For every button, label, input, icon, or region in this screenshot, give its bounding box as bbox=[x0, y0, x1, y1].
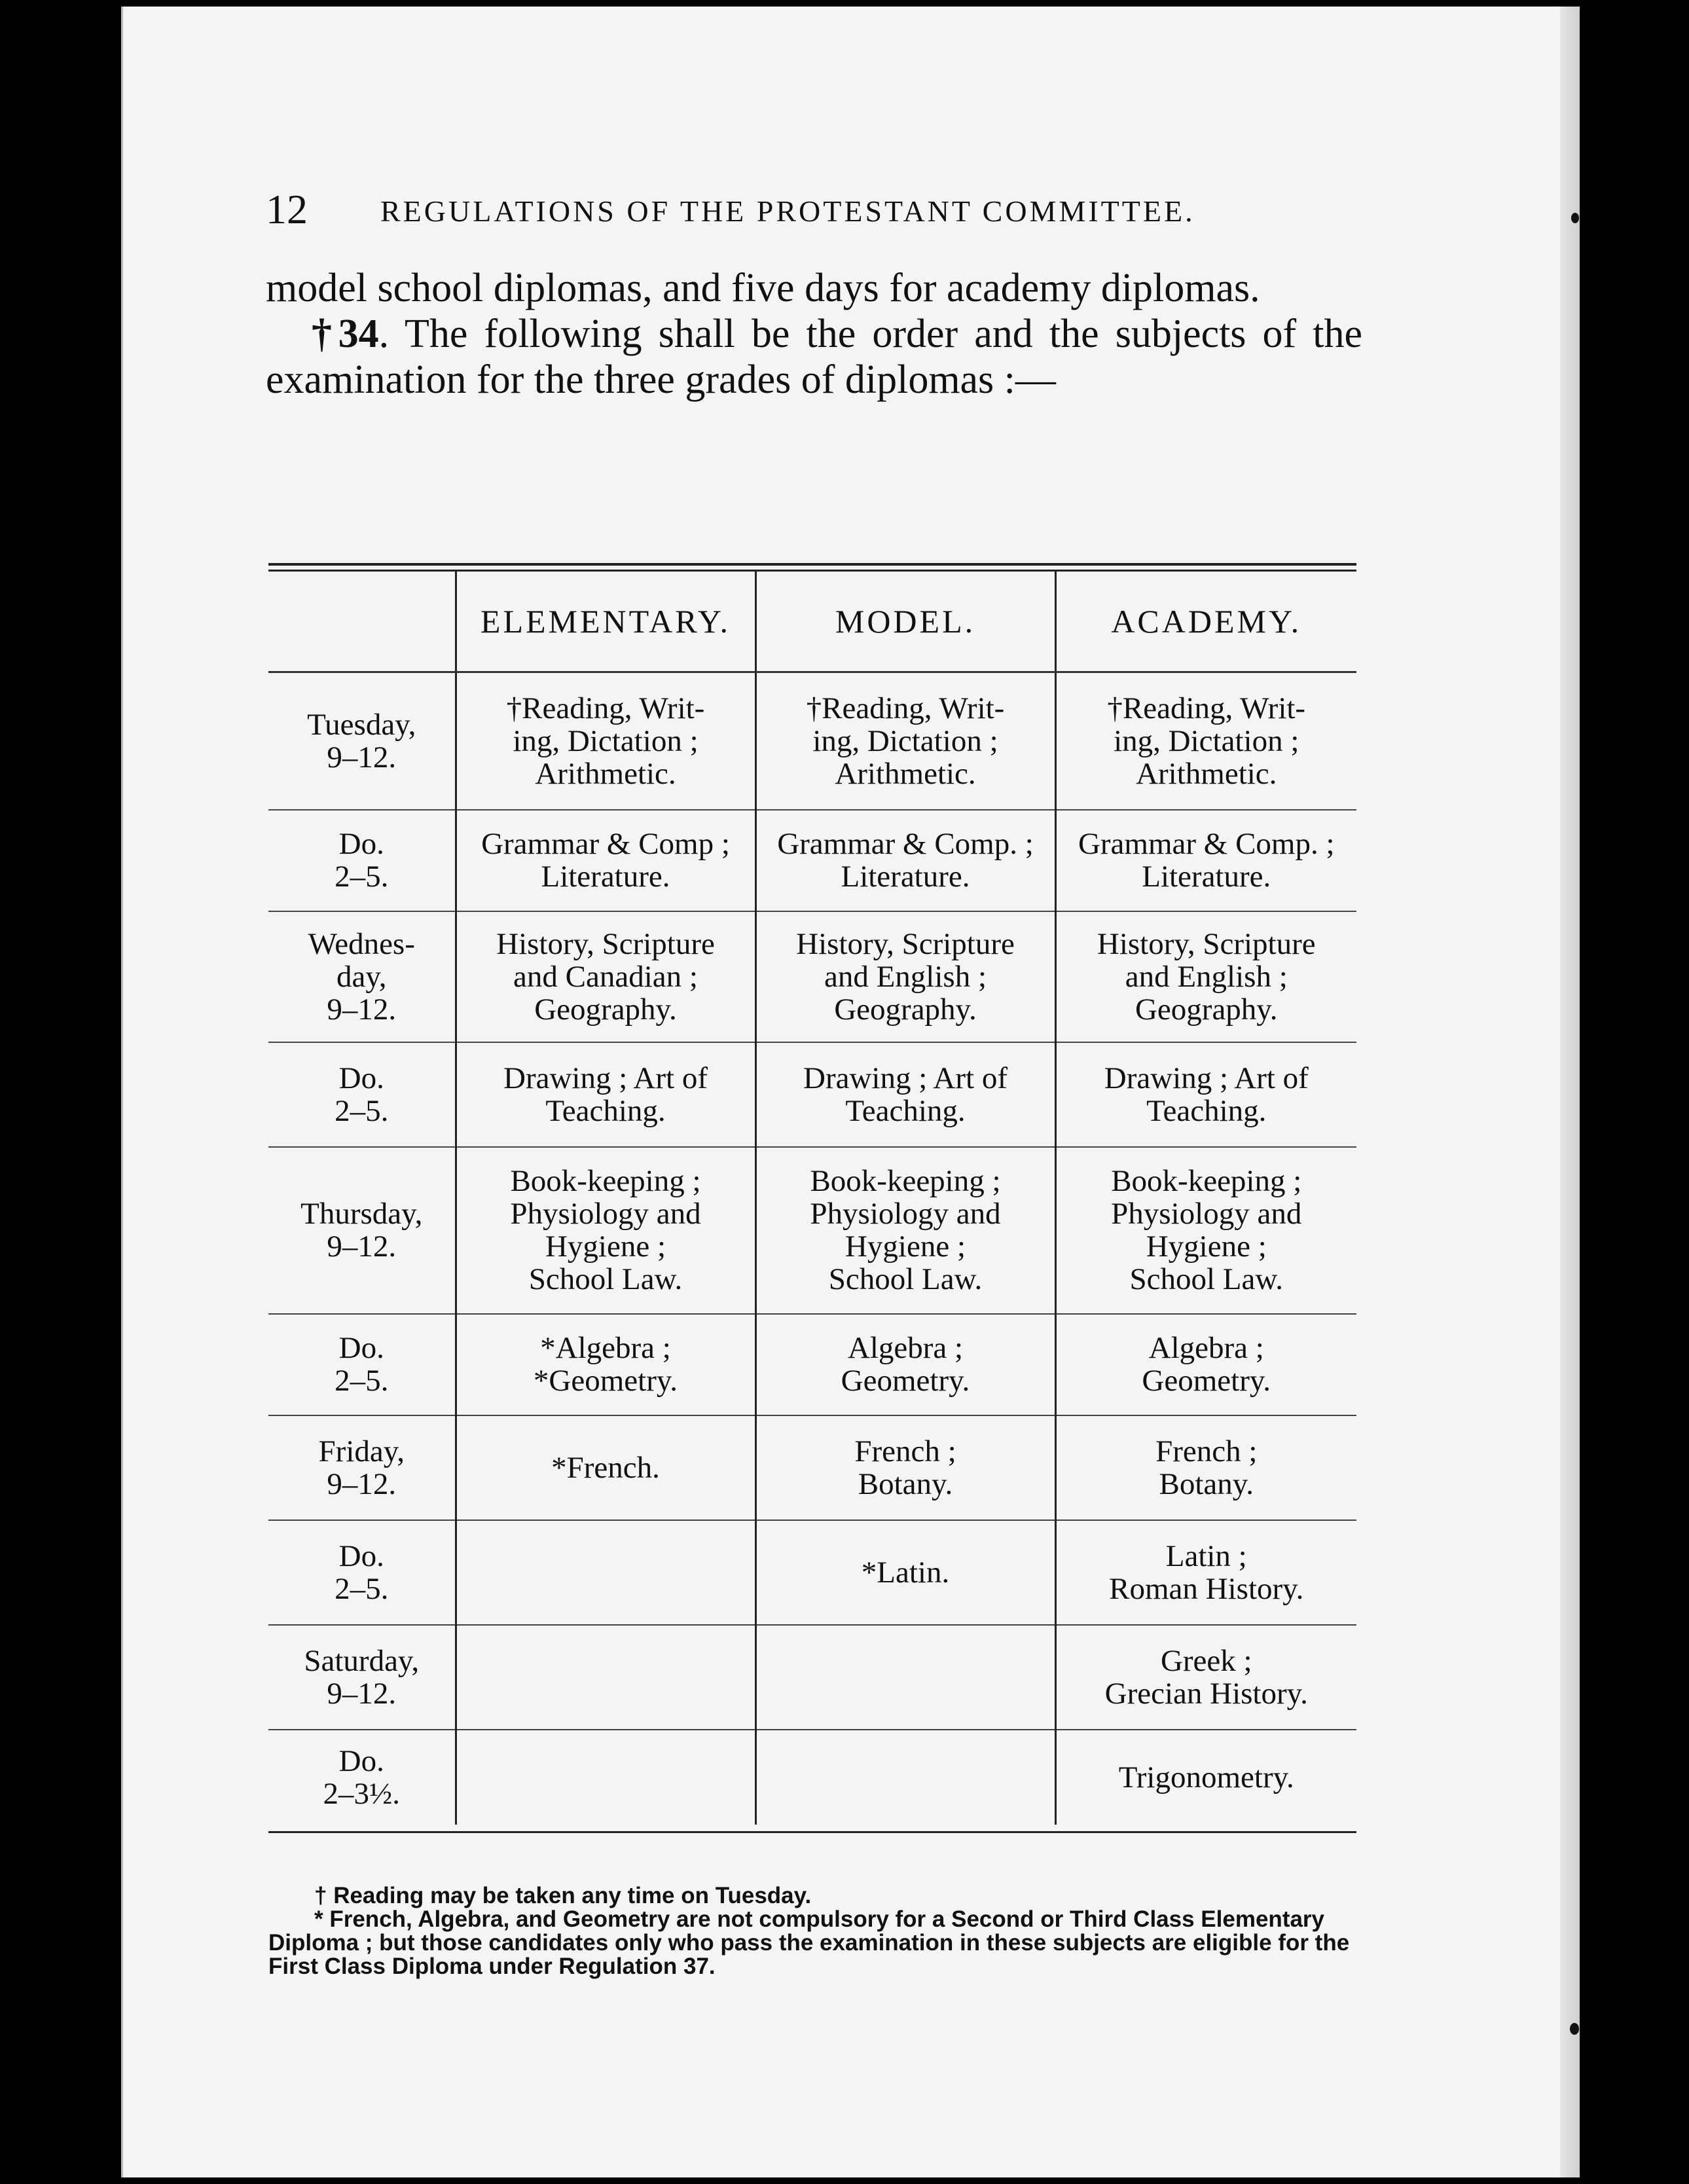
model-cell bbox=[755, 1042, 1055, 1147]
schedule-row bbox=[268, 1730, 1356, 1825]
subject-line: Teaching. bbox=[1146, 1093, 1267, 1128]
elementary-cell bbox=[456, 911, 755, 1042]
subject-line: ing, Dictation ; bbox=[513, 723, 699, 758]
model-column-header: MODEL. bbox=[755, 572, 1055, 672]
day-time-line: Friday, bbox=[318, 1434, 405, 1468]
subject-line: Grecian History. bbox=[1104, 1676, 1308, 1711]
page-edge bbox=[1560, 7, 1580, 2177]
subject-line: Greek ; bbox=[1160, 1643, 1252, 1678]
header-row bbox=[268, 572, 1356, 672]
day-time-line: Wednes- bbox=[308, 926, 415, 961]
day-time-line: 2–5. bbox=[335, 860, 389, 894]
academy-cell bbox=[1055, 1314, 1356, 1415]
subject-line: ing, Dictation ; bbox=[1114, 723, 1299, 758]
academy-column-header: ACADEMY. bbox=[1055, 572, 1356, 672]
subject-line: Botany. bbox=[858, 1466, 953, 1501]
model-cell bbox=[755, 1730, 1055, 1825]
schedule-row bbox=[268, 672, 1356, 810]
elementary-cell bbox=[456, 1147, 755, 1314]
subject-line: Latin ; bbox=[1165, 1538, 1247, 1573]
subject-line: Grammar & Comp. ; bbox=[777, 827, 1034, 861]
day-time-line: day, bbox=[336, 959, 387, 994]
subject-line: Geometry. bbox=[841, 1364, 970, 1398]
subject-line: Drawing ; Art of bbox=[503, 1061, 708, 1095]
subject-line: ing, Dictation ; bbox=[812, 723, 998, 758]
regulation-text: . The following shall be the order and the subjects of the examination for the three grades of diplomas :— bbox=[266, 312, 1363, 402]
elementary-column-header: ELEMENTARY. bbox=[456, 572, 755, 672]
subject-line: and Canadian ; bbox=[513, 959, 698, 994]
subject-line: and English ; bbox=[1125, 959, 1288, 994]
footnotes bbox=[268, 1884, 1358, 1978]
subject-line: Grammar & Comp. ; bbox=[1078, 827, 1335, 861]
day-column-header bbox=[268, 572, 456, 672]
subject-line: †Reading, Writ- bbox=[506, 691, 705, 725]
day-time-line: 2–5. bbox=[335, 1571, 389, 1606]
subject-line: Physiology and bbox=[1111, 1197, 1302, 1231]
subject-line: *Geometry. bbox=[533, 1364, 678, 1398]
subject-line: Algebra ; bbox=[1148, 1331, 1264, 1365]
elementary-cell bbox=[456, 810, 755, 911]
day-time-line: 9–12. bbox=[327, 740, 397, 774]
day-time-line: 2–3½. bbox=[323, 1776, 400, 1811]
elementary-cell bbox=[456, 1042, 755, 1147]
subject-line: Literature. bbox=[841, 860, 970, 894]
subject-line: *Algebra ; bbox=[540, 1331, 671, 1365]
subject-line: French ; bbox=[854, 1434, 956, 1468]
subject-line: French ; bbox=[1155, 1434, 1258, 1468]
day-time-line: Saturday, bbox=[304, 1643, 420, 1678]
day-time-cell bbox=[268, 1042, 456, 1147]
regulation-34-paragraph bbox=[266, 311, 1362, 403]
subject-line: and English ; bbox=[824, 959, 987, 994]
academy-cell bbox=[1055, 1147, 1356, 1314]
subject-line: †Reading, Writ- bbox=[1107, 691, 1306, 725]
subject-line: Literature. bbox=[1142, 860, 1271, 894]
schedule-row bbox=[268, 1415, 1356, 1520]
subject-line: School Law. bbox=[528, 1262, 683, 1296]
top-rule bbox=[268, 563, 1356, 566]
footnote-asterisk: * French, Algebra, and Geometry are not compulsory for a Second or Third Class Elementary Diploma ; but those candidates only who pass the examination in these subjects are eligible for the First Class Diploma under Regulation 37. bbox=[268, 1906, 1350, 1979]
subject-line: Hygiene ; bbox=[545, 1229, 666, 1264]
elementary-cell bbox=[456, 1314, 755, 1415]
ink-speck bbox=[1571, 213, 1579, 223]
model-cell bbox=[755, 1147, 1055, 1314]
subject-line: *French. bbox=[551, 1450, 660, 1485]
day-time-line: 2–5. bbox=[335, 1093, 389, 1128]
subject-line: Geography. bbox=[534, 992, 677, 1027]
schedule-body bbox=[268, 672, 1356, 1825]
subject-line: Arithmetic. bbox=[835, 756, 976, 791]
day-time-line: Tuesday, bbox=[307, 707, 416, 742]
day-time-line: Do. bbox=[338, 1331, 384, 1365]
schedule-table bbox=[268, 572, 1356, 1825]
subject-line: History, Scripture bbox=[1097, 926, 1316, 961]
day-time-cell bbox=[268, 672, 456, 810]
running-title: REGULATIONS OF THE PROTESTANT COMMITTEE. bbox=[380, 194, 1195, 228]
scanned-page bbox=[121, 7, 1580, 2177]
subject-line: Book-keeping ; bbox=[510, 1164, 701, 1198]
day-time-line: Thursday, bbox=[300, 1197, 423, 1231]
model-cell bbox=[755, 911, 1055, 1042]
model-cell bbox=[755, 672, 1055, 810]
model-cell bbox=[755, 1314, 1055, 1415]
model-cell bbox=[755, 810, 1055, 911]
elementary-cell bbox=[456, 1520, 755, 1625]
day-time-cell bbox=[268, 1520, 456, 1625]
subject-line: Physiology and bbox=[810, 1197, 1001, 1231]
academy-cell bbox=[1055, 1730, 1356, 1825]
subject-line: Book-keeping ; bbox=[810, 1164, 1001, 1198]
day-time-line: Do. bbox=[338, 827, 384, 861]
subject-line: Roman History. bbox=[1109, 1571, 1304, 1606]
day-time-cell bbox=[268, 911, 456, 1042]
subject-line: Geography. bbox=[834, 992, 977, 1027]
subject-line: Drawing ; Art of bbox=[1104, 1061, 1309, 1095]
subject-line: Literature. bbox=[541, 860, 670, 894]
academy-cell bbox=[1055, 1042, 1356, 1147]
subject-line: Hygiene ; bbox=[1146, 1229, 1267, 1264]
subject-line: History, Scripture bbox=[496, 926, 715, 961]
day-time-cell bbox=[268, 1415, 456, 1520]
academy-cell bbox=[1055, 1625, 1356, 1730]
subject-line: *Latin. bbox=[861, 1555, 950, 1590]
model-cell bbox=[755, 1520, 1055, 1625]
running-head bbox=[266, 180, 1372, 239]
model-cell bbox=[755, 1415, 1055, 1520]
day-time-line: 9–12. bbox=[327, 1676, 397, 1711]
day-time-line: 9–12. bbox=[327, 1466, 397, 1501]
subject-line: Hygiene ; bbox=[844, 1229, 966, 1264]
schedule-row bbox=[268, 1520, 1356, 1625]
schedule-row bbox=[268, 1314, 1356, 1415]
schedule-row bbox=[268, 810, 1356, 911]
subject-line: Teaching. bbox=[845, 1093, 966, 1128]
regulation-number: †34 bbox=[312, 312, 379, 356]
day-time-cell bbox=[268, 1625, 456, 1730]
day-time-line: 9–12. bbox=[327, 992, 397, 1027]
bottom-rule bbox=[268, 1831, 1356, 1833]
elementary-cell bbox=[456, 1730, 755, 1825]
day-time-line: Do. bbox=[338, 1538, 384, 1573]
academy-cell bbox=[1055, 911, 1356, 1042]
day-time-line: 2–5. bbox=[335, 1364, 389, 1398]
day-time-cell bbox=[268, 1730, 456, 1825]
day-time-line: Do. bbox=[338, 1061, 384, 1095]
subject-line: Teaching. bbox=[545, 1093, 666, 1128]
continued-paragraph: model school diplomas, and five days for academy diplomas. bbox=[266, 266, 1260, 310]
body-text bbox=[266, 265, 1362, 403]
subject-line: Botany. bbox=[1159, 1466, 1254, 1501]
subject-line: School Law. bbox=[828, 1262, 983, 1296]
day-time-cell bbox=[268, 810, 456, 911]
schedule-row bbox=[268, 1625, 1356, 1730]
day-time-line: Do. bbox=[338, 1743, 384, 1778]
day-time-cell bbox=[268, 1147, 456, 1314]
subject-line: Geometry. bbox=[1142, 1364, 1271, 1398]
elementary-cell bbox=[456, 1415, 755, 1520]
academy-cell bbox=[1055, 672, 1356, 810]
model-cell bbox=[755, 1625, 1055, 1730]
subject-line: Physiology and bbox=[510, 1197, 701, 1231]
subject-line: Trigonometry. bbox=[1118, 1760, 1294, 1794]
footnote-dagger: † Reading may be taken any time on Tuesday. bbox=[314, 1883, 812, 1908]
subject-line: Algebra ; bbox=[847, 1331, 964, 1365]
academy-cell bbox=[1055, 1520, 1356, 1625]
subject-line: School Law. bbox=[1129, 1262, 1284, 1296]
schedule-row bbox=[268, 1042, 1356, 1147]
page-number: 12 bbox=[266, 186, 308, 232]
examination-schedule bbox=[268, 563, 1356, 1833]
subject-line: History, Scripture bbox=[796, 926, 1015, 961]
day-time-cell bbox=[268, 1314, 456, 1415]
academy-cell bbox=[1055, 810, 1356, 911]
subject-line: †Reading, Writ- bbox=[806, 691, 1005, 725]
ink-speck bbox=[1570, 2023, 1579, 2035]
subject-line: Book-keeping ; bbox=[1111, 1164, 1302, 1198]
subject-line: Drawing ; Art of bbox=[803, 1061, 1008, 1095]
day-time-line: 9–12. bbox=[327, 1229, 397, 1264]
elementary-cell bbox=[456, 1625, 755, 1730]
elementary-cell bbox=[456, 672, 755, 810]
subject-line: Geography. bbox=[1135, 992, 1278, 1027]
academy-cell bbox=[1055, 1415, 1356, 1520]
subject-line: Grammar & Comp ; bbox=[481, 827, 730, 861]
subject-line: Arithmetic. bbox=[1136, 756, 1277, 791]
schedule-row bbox=[268, 1147, 1356, 1314]
subject-line: Arithmetic. bbox=[535, 756, 676, 791]
schedule-row bbox=[268, 911, 1356, 1042]
